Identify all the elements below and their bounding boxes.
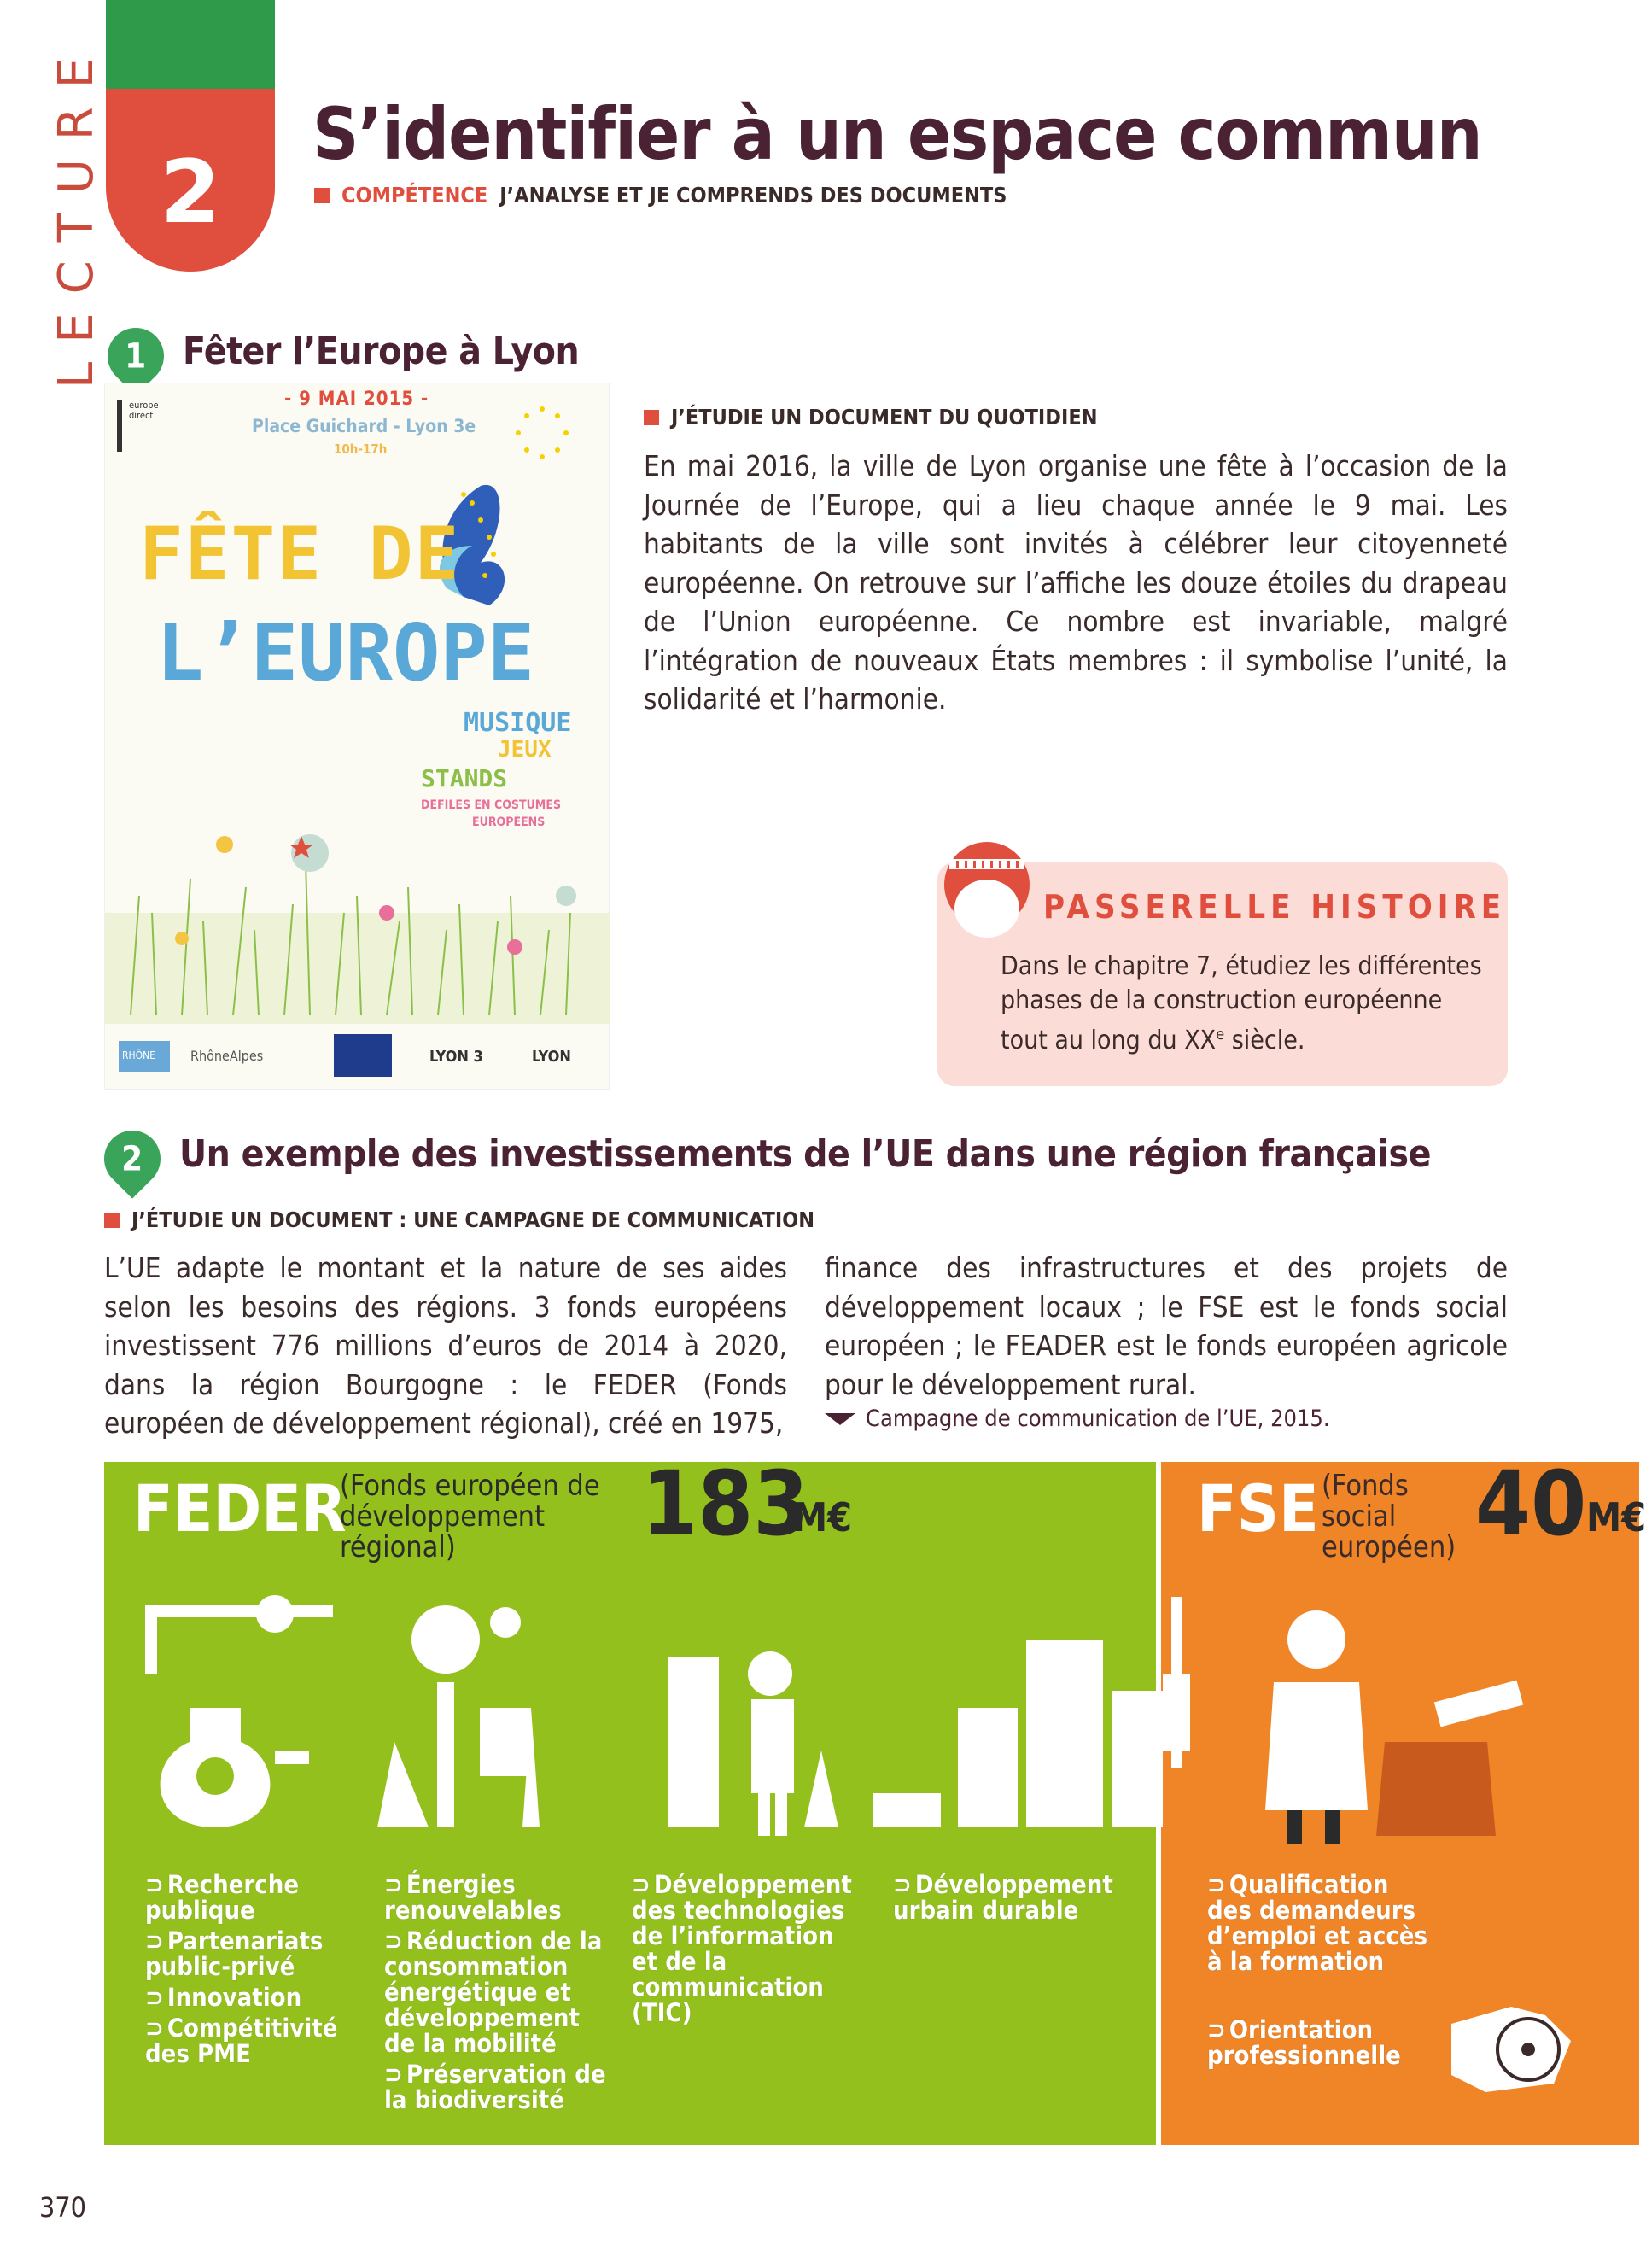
- section-2-subheading-text: J’ÉTUDIE UN DOCUMENT : UNE CAMPAGNE DE COMMUNICATION: [131, 1207, 815, 1232]
- research-pictogram: [145, 1595, 333, 1827]
- section-2-number: [92, 1119, 172, 1198]
- eu-stars-icon: [516, 406, 569, 459]
- competence-label: COMPÉTENCE: [341, 183, 488, 208]
- list-item: ⊃ Énergies renouvelables: [384, 1872, 615, 1923]
- poster-activity-5: EUROPEENS: [472, 815, 546, 829]
- hand-tools-pictogram: [1451, 1990, 1579, 2101]
- square-bullet-icon: [104, 1213, 120, 1228]
- europe-direct-logo: [117, 400, 122, 452]
- fse-abbr: FSE: [1197, 1470, 1319, 1546]
- feder-list-4: [893, 1872, 1115, 1928]
- fse-list-1: [1207, 1872, 1429, 1979]
- eu-flag-logo: [334, 1034, 392, 1077]
- poster-logo-text: europe direct: [129, 400, 159, 421]
- bridge-icon: [939, 837, 1035, 932]
- chapter-number: 2: [160, 141, 221, 243]
- feder-full: (Fonds européen de développement régional): [340, 1469, 600, 1564]
- page-title: S’identifier à un espace commun: [312, 92, 1482, 176]
- poster-place: Place Guichard - Lyon 3e: [252, 416, 476, 436]
- list-item: ⊃ Qualification des demandeurs d’emploi et accès à la formation: [1207, 1872, 1429, 1974]
- fse-full: (Fonds social européen): [1322, 1469, 1456, 1564]
- poster-fete-europe: [104, 383, 610, 1090]
- list-item: ⊃ Orientation professionnelle: [1207, 2017, 1429, 2068]
- competence-text: J’ANALYSE ET JE COMPRENDS DES DOCUMENTS: [499, 183, 1007, 208]
- list-item: ⊃ Préservation de la biodiversité: [384, 2061, 615, 2113]
- section-1-subheading-text: J’ÉTUDIE UN DOCUMENT DU QUOTIDIEN: [671, 405, 1098, 430]
- poster-activity-4: DEFILES EN COSTUMES: [421, 798, 562, 812]
- list-item: ⊃ Réduction de la consommation énergétique et développement de la mobilité: [384, 1928, 615, 2056]
- feder-unit: M€: [792, 1494, 852, 1540]
- feder-amount: 183: [642, 1452, 809, 1556]
- infographic-pictograms: [104, 1571, 1639, 1853]
- poster-date: - 9 MAI 2015 -: [284, 389, 429, 410]
- figure-caption: [825, 1406, 1330, 1432]
- competence-line: [314, 183, 1007, 208]
- urban-pictogram: [873, 1597, 1190, 1827]
- list-item: ⊃ Développement des technologies de l’information et de la communication (TIC): [632, 1872, 854, 2025]
- poster-sponsor-1: RHÔNE: [122, 1049, 156, 1061]
- feder-list-1: [145, 1872, 350, 2072]
- section-1-number-text: 1: [125, 336, 147, 377]
- list-item: ⊃ Innovation: [145, 1984, 350, 2010]
- feder-abbr: FEDER: [133, 1470, 347, 1546]
- page-number: 370: [39, 2191, 86, 2224]
- section-1-paragraph: En mai 2016, la ville de Lyon organise une fête à l’occasion de la Journée de l’Europe, qui a lieu chaque année le 9 mai. Les habitants de la ville sont invités à célébrer leur citoyenneté européenne. On retrouve sur l’affiche les douze étoiles du drapeau de l’Union européenne. Ce nombre est invariable, malgré l’intégration de nouveaux États membres : il symbolise l’unité, la solidarité et l’harmonie.: [644, 449, 1508, 716]
- poster-activity-2: JEUX: [498, 737, 552, 763]
- section-1-title: Fêter l’Europe à Lyon: [183, 330, 580, 373]
- section-2-subheading: [104, 1207, 814, 1232]
- grass-illustration: [105, 834, 610, 1024]
- fse-unit: M€: [1586, 1494, 1646, 1540]
- energy-pictogram: [377, 1605, 540, 1827]
- poster-sponsor-4: LYON: [532, 1048, 571, 1066]
- caption-triangle-icon: [825, 1413, 855, 1425]
- section-2-col1: L’UE adapte le montant et la nature de ses aides selon les besoins des régions. 3 fonds européens investissent 776 millions d’euros de 2014 à 2020, dans la région Bourgogne : le FEDER (Fonds européen de développement régional), créé en 1975,: [104, 1251, 787, 1440]
- square-bullet-icon: [644, 410, 659, 425]
- list-item: ⊃ Développement urbain durable: [893, 1872, 1115, 1923]
- side-label-text: LECTURE: [49, 38, 104, 389]
- poster-line1: FÊTE DE: [139, 511, 461, 597]
- square-bullet-icon: [314, 188, 330, 203]
- poster-activity-3: STANDS: [421, 764, 508, 792]
- fse-list-2: [1207, 2017, 1429, 2073]
- section-2-title: Un exemple des investissements de l’UE dans une région française: [179, 1132, 1431, 1176]
- list-item: ⊃ Recherche publique: [145, 1872, 350, 1923]
- poster-sponsor-3: LYON 3: [429, 1048, 483, 1066]
- poster-line2: L’EUROPE: [156, 607, 535, 699]
- feder-list-2: [384, 1872, 615, 2118]
- list-item: ⊃ Partenariats public-privé: [145, 1928, 350, 1979]
- section-2-number-text: 2: [121, 1139, 143, 1179]
- list-item: ⊃ Compétitivité des PME: [145, 2015, 350, 2066]
- passerelle-text-end: siècle.: [1224, 1026, 1305, 1055]
- section-1-subheading: [644, 405, 1098, 430]
- fse-pictogram: [1265, 1610, 1523, 1844]
- section-2-col2: finance des infrastructures et des projets de développement locaux ; le FSE est le fonds social européen ; le FEADER est le fonds européen agricole pour le développement rural.: [825, 1251, 1508, 1401]
- passerelle-text: [1001, 950, 1496, 1058]
- poster-hours: 10h-17h: [334, 441, 388, 457]
- feder-list-3: [632, 1872, 854, 2031]
- tic-pictogram: [668, 1651, 838, 1836]
- poster-sponsor-2: RhôneAlpes: [190, 1048, 264, 1064]
- poster-activity-1: MUSIQUE: [464, 708, 572, 738]
- caption-text: Campagne de communication de l’UE, 2015.: [866, 1406, 1330, 1432]
- passerelle-text-sup: e: [1216, 1026, 1225, 1043]
- passerelle-title: PASSERELLE HISTOIRE: [1043, 888, 1507, 926]
- passerelle-text-main: Dans le chapitre 7, étudiez les différentes phases de la construction européenne tout au long du XX: [1001, 951, 1482, 1055]
- fse-amount: 40: [1475, 1452, 1587, 1556]
